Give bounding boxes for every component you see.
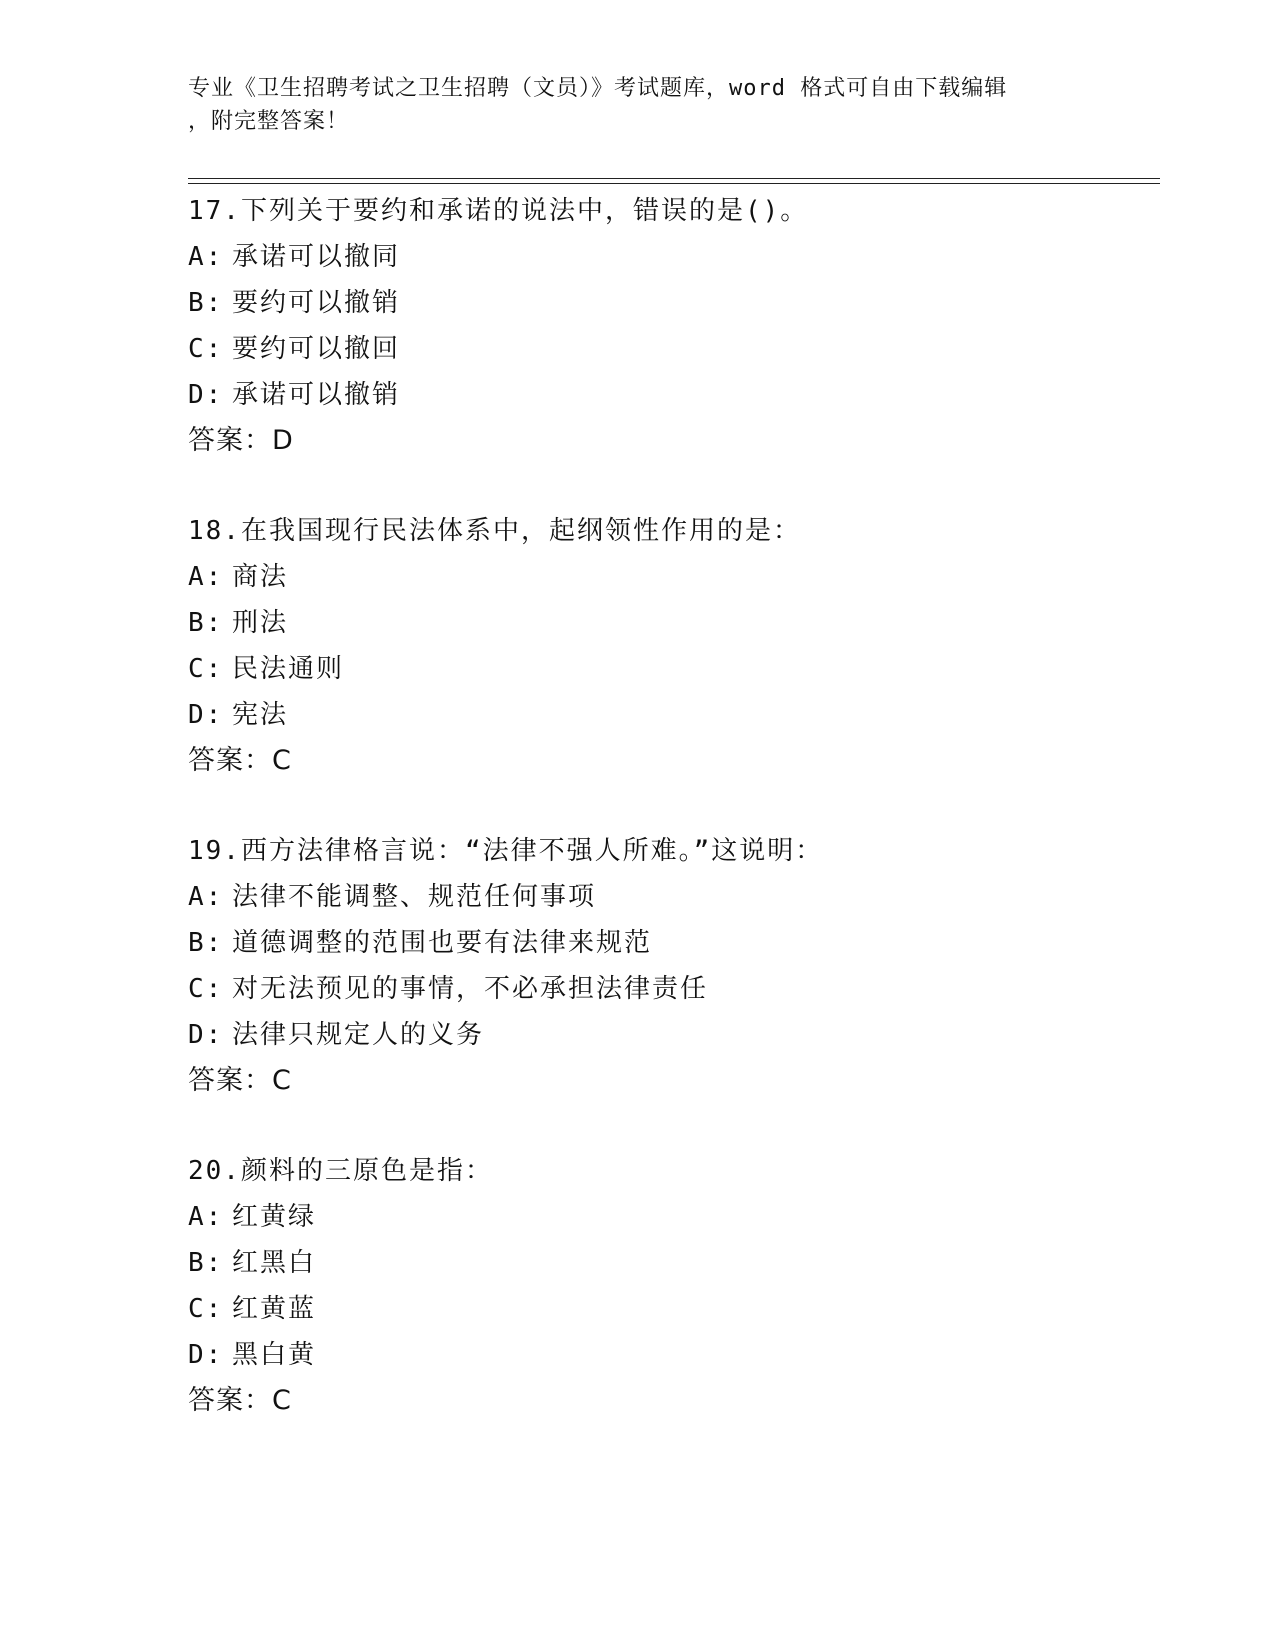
answer-line: 答案：C [188, 1385, 292, 1416]
option-text: 要约可以撤回 [232, 334, 401, 364]
option-b [188, 920, 1138, 966]
header-line-2: ，附完整答案！ [188, 109, 350, 134]
option-d [188, 692, 1138, 738]
option-letter: B: [188, 928, 224, 958]
question-17 [188, 188, 1138, 464]
option-letter: A: [188, 1202, 224, 1232]
option-d [188, 1332, 1138, 1378]
option-c [188, 1286, 1138, 1332]
question-stem: 17.下列关于要约和承诺的说法中，错误的是()。 [188, 196, 809, 226]
option-c [188, 326, 1138, 372]
option-letter: D: [188, 1020, 224, 1050]
option-text: 承诺可以撤销 [232, 380, 401, 410]
document-header [188, 72, 1068, 138]
option-c [188, 646, 1138, 692]
question-stem: 18.在我国现行民法体系中，起纲领性作用的是： [188, 516, 801, 546]
option-text: 道德调整的范围也要有法律来规范 [232, 928, 653, 958]
header-line-1: 专业《卫生招聘考试之卫生招聘（文员）》考试题库，word 格式可自由下载编辑 [188, 76, 1008, 101]
header-divider-bottom [188, 183, 1160, 184]
option-letter: B: [188, 608, 224, 638]
answer-line: 答案：C [188, 1065, 292, 1096]
option-text: 法律只规定人的义务 [232, 1020, 485, 1050]
option-text: 要约可以撤销 [232, 288, 401, 318]
option-letter: D: [188, 700, 224, 730]
option-text: 法律不能调整、规范任何事项 [232, 882, 597, 912]
option-text: 红黑白 [232, 1248, 317, 1278]
option-letter: A: [188, 242, 224, 272]
option-letter: C: [188, 974, 224, 1004]
question-19 [188, 828, 1138, 1104]
option-c [188, 966, 1138, 1012]
option-letter: D: [188, 1340, 224, 1370]
option-text: 宪法 [232, 700, 289, 730]
option-a [188, 1194, 1138, 1240]
option-text: 红黄蓝 [232, 1294, 317, 1324]
option-a [188, 874, 1138, 920]
option-b [188, 600, 1138, 646]
answer-line: 答案：C [188, 745, 292, 776]
option-b [188, 1240, 1138, 1286]
option-text: 民法通则 [232, 654, 345, 684]
option-text: 商法 [232, 562, 289, 592]
option-letter: D: [188, 380, 224, 410]
option-letter: A: [188, 562, 224, 592]
question-stem: 20.颜料的三原色是指： [188, 1156, 493, 1186]
question-stem: 19.西方法律格言说：“法律不强人所难。”这说明： [188, 836, 824, 866]
question-20 [188, 1148, 1138, 1424]
option-d [188, 1012, 1138, 1058]
option-a [188, 554, 1138, 600]
option-text: 黑白黄 [232, 1340, 317, 1370]
option-letter: C: [188, 1294, 224, 1324]
option-letter: C: [188, 654, 224, 684]
option-text: 红黄绿 [232, 1202, 317, 1232]
header-divider-top [188, 178, 1160, 179]
option-text: 对无法预见的事情，不必承担法律责任 [232, 974, 709, 1004]
answer-line: 答案：D [188, 425, 294, 456]
question-18 [188, 508, 1138, 784]
option-letter: A: [188, 882, 224, 912]
option-d [188, 372, 1138, 418]
option-letter: B: [188, 288, 224, 318]
option-letter: B: [188, 1248, 224, 1278]
option-a [188, 234, 1138, 280]
option-b [188, 280, 1138, 326]
option-text: 承诺可以撤同 [232, 242, 401, 272]
option-text: 刑法 [232, 608, 289, 638]
option-letter: C: [188, 334, 224, 364]
